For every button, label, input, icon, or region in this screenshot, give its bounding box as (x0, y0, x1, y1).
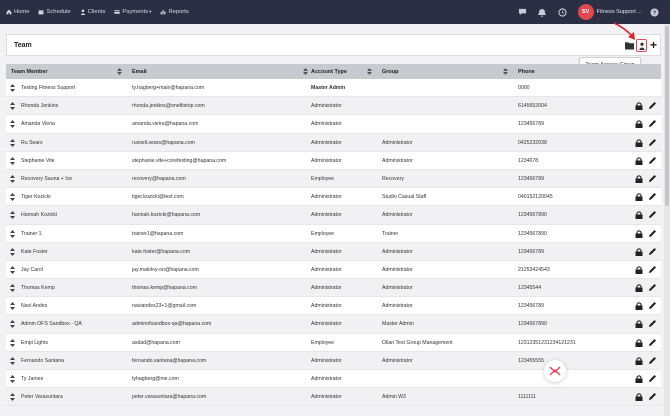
member-phone: 1234567890 (518, 212, 547, 219)
drag-handle-icon[interactable] (10, 320, 15, 328)
member-phone: 12345544 (518, 285, 542, 292)
lock-icon[interactable] (635, 102, 643, 110)
user-menu[interactable]: Fitness Support ... (596, 9, 642, 15)
sort-icon (367, 68, 372, 75)
nav-schedule-label: Schedule (46, 9, 71, 15)
table-row[interactable] (6, 79, 661, 97)
member-group: Administrator (382, 212, 413, 219)
drag-handle-icon[interactable] (10, 266, 15, 274)
account-type: Administrator (311, 157, 342, 164)
edit-pencil-icon[interactable] (648, 247, 657, 256)
member-email: amanda.vieira@hapana.com (132, 121, 199, 128)
member-name: Jay Carol (21, 266, 43, 273)
member-group: Administrator (382, 139, 413, 146)
member-group: Administrator (382, 248, 413, 255)
account-type: Administrator (311, 357, 342, 364)
lock-icon[interactable] (635, 248, 643, 256)
lock-icon[interactable] (635, 266, 643, 274)
member-group: Administrator (382, 285, 413, 292)
edit-pencil-icon[interactable] (648, 138, 657, 147)
home-icon (6, 9, 12, 15)
nav-clients[interactable] (80, 9, 106, 15)
account-type: Administrator (311, 285, 342, 292)
chat-icon[interactable] (518, 8, 527, 17)
member-phone: 6145652004 (518, 103, 547, 110)
member-email: jay.maloloy-on@hapana.com (132, 266, 199, 273)
member-phone: 0000 (518, 85, 530, 91)
nav-reports[interactable] (160, 9, 188, 15)
column-label: Account Type (311, 68, 347, 75)
page-title: Team (14, 42, 32, 49)
member-email: naviandes23+1@gmail.com (132, 303, 197, 310)
edit-pencil-icon[interactable] (648, 319, 657, 328)
lock-icon[interactable] (635, 357, 643, 365)
member-phone: 0425232038 (518, 139, 547, 146)
team-table (6, 64, 661, 406)
member-group: Recovery (382, 175, 404, 182)
member-name: Amanda Vieria (21, 121, 55, 128)
column-label: Email (132, 68, 147, 75)
member-group: Administrator (382, 303, 413, 310)
table-body (6, 79, 661, 406)
table-row[interactable] (6, 134, 661, 152)
team-panel-header (6, 34, 661, 56)
nav-clients-label: Clients (87, 9, 106, 15)
member-group: Administrator (382, 357, 413, 364)
edit-pencil-icon[interactable] (648, 192, 657, 201)
member-name: Ru Sears (21, 139, 43, 146)
member-name: Testing Fitness Support (21, 85, 76, 91)
drag-handle-icon[interactable] (10, 302, 15, 310)
edit-pencil-icon[interactable] (648, 338, 657, 347)
table-row[interactable] (6, 115, 661, 133)
member-group: Master Admin (382, 321, 414, 328)
team-access-group-button[interactable] (636, 39, 647, 52)
drag-handle-icon[interactable] (10, 102, 15, 110)
help-icon[interactable] (650, 8, 659, 17)
member-phone: 040152120045 (518, 194, 553, 201)
drag-handle-icon[interactable] (10, 157, 15, 165)
edit-pencil-icon[interactable] (648, 174, 657, 183)
nav-payments[interactable] (114, 9, 151, 15)
lock-icon[interactable] (635, 230, 643, 238)
edit-pencil-icon[interactable] (648, 119, 657, 128)
user-group-icon (639, 42, 645, 50)
drag-handle-icon[interactable] (10, 284, 15, 292)
table-header (6, 64, 661, 79)
member-email: russell.sears@hapana.com (132, 139, 195, 146)
table-row[interactable] (6, 188, 661, 206)
avatar[interactable]: SV (578, 4, 594, 20)
account-type: Employee (311, 175, 335, 182)
member-name: Trainer 1 (21, 230, 42, 237)
member-name: Admin OFS Sandbox - QA (21, 321, 82, 328)
member-group: Admin W3 (382, 394, 406, 401)
table-row[interactable] (6, 315, 661, 333)
table-row[interactable] (6, 334, 661, 352)
add-team-member-button[interactable]: + (650, 38, 658, 52)
lock-icon[interactable] (635, 139, 643, 147)
member-email: trainer1@hapana.com (132, 230, 184, 237)
lock-icon[interactable] (635, 284, 643, 292)
drag-handle-icon[interactable] (10, 139, 15, 147)
drag-handle-icon[interactable] (10, 339, 15, 347)
member-name: Tiger Kozicki (21, 194, 51, 201)
account-type: Employee (311, 339, 335, 346)
edit-pencil-icon[interactable] (648, 156, 657, 165)
drag-handle-icon[interactable] (10, 175, 15, 183)
column-label: Phone (518, 68, 535, 75)
drag-handle-icon[interactable] (10, 193, 15, 201)
bell-icon[interactable] (538, 8, 547, 17)
column-header-phone[interactable] (518, 64, 658, 79)
member-phone: 1234678 (518, 157, 539, 164)
member-phone: 123456789 (518, 303, 544, 310)
sort-icon (503, 68, 508, 75)
member-email: tiger.kozicki@test.com (132, 194, 184, 201)
edit-pencil-icon[interactable] (648, 229, 657, 238)
edit-pencil-icon[interactable] (648, 392, 657, 401)
table-row[interactable] (6, 243, 661, 261)
table-row[interactable] (6, 388, 661, 406)
nav-right (518, 0, 670, 24)
column-label: Team Member (11, 68, 48, 75)
drag-handle-icon[interactable] (10, 393, 15, 401)
member-email: asdad@hapana.com (132, 339, 180, 346)
table-row[interactable] (6, 206, 661, 224)
edit-pencil-icon[interactable] (648, 101, 657, 110)
drag-handle-icon[interactable] (10, 120, 15, 128)
member-phone: 123456789 (518, 248, 544, 255)
member-name: Kate Foster (21, 248, 48, 255)
bar-chart-icon (160, 9, 166, 15)
member-name: Hannah Kozicki (21, 212, 58, 219)
member-group: Olian Test Group Management (382, 339, 453, 346)
account-type: Administrator (311, 266, 342, 273)
member-email: ty.hagberg+main@hapana.com (132, 85, 205, 91)
column-header-team-member[interactable] (11, 64, 126, 79)
account-type: Administrator (311, 303, 342, 310)
edit-pencil-icon[interactable] (648, 301, 657, 310)
nav-home-label: Home (14, 9, 30, 15)
floating-action-button[interactable] (544, 360, 566, 382)
drag-handle-icon[interactable] (10, 84, 15, 92)
account-type: Administrator (311, 248, 342, 255)
member-email: stephanie.vite+corefesting@hapana.com (132, 157, 227, 164)
drag-handle-icon[interactable] (10, 211, 15, 219)
edit-pencil-icon[interactable] (648, 356, 657, 365)
account-type: Administrator (311, 103, 342, 110)
column-header-account-type[interactable] (311, 64, 376, 79)
table-row[interactable] (6, 97, 661, 115)
lock-icon[interactable] (635, 175, 643, 183)
member-name: Empi Lights (21, 339, 49, 346)
chevron-down-icon: ▾ (149, 9, 152, 14)
member-name: Thomas Kemp (21, 285, 55, 292)
column-label: Group (382, 68, 399, 75)
member-name: Fernando Santana (21, 357, 64, 364)
account-type: Master Admin (311, 85, 346, 91)
nav-reports-label: Reports (168, 9, 189, 15)
sort-icon (117, 68, 122, 75)
drag-handle-icon[interactable] (10, 375, 15, 383)
table-row[interactable] (6, 225, 661, 243)
account-type: Administrator (311, 139, 342, 146)
top-nav (0, 0, 670, 24)
member-phone: 123456789 (518, 121, 544, 128)
table-row[interactable] (6, 261, 661, 279)
table-row[interactable] (6, 297, 661, 315)
account-type: Administrator (311, 376, 342, 382)
member-email: tyhagberg@me.com (132, 376, 179, 382)
member-email: kate.foster@hapana.com (132, 248, 191, 255)
member-email: fernando.santana@hapana.com (132, 357, 207, 364)
account-type: Administrator (311, 212, 342, 219)
table-row[interactable] (6, 170, 661, 188)
clock-icon[interactable] (558, 8, 567, 17)
member-phone: 1111111 (518, 394, 536, 401)
account-type: Employee (311, 230, 335, 237)
account-type: Administrator (311, 194, 342, 201)
member-name: Ty James (21, 376, 44, 382)
nav-schedule[interactable] (38, 9, 70, 15)
member-email: hannah.kozicki@hapana.com (132, 212, 201, 219)
lock-icon[interactable] (635, 120, 643, 128)
lock-icon[interactable] (635, 211, 643, 219)
member-phone: 12312351231234121231 (518, 339, 576, 346)
sort-icon (303, 68, 308, 75)
edit-pencil-icon[interactable] (648, 283, 657, 292)
calendar-icon (38, 9, 44, 15)
lock-icon[interactable] (635, 193, 643, 201)
member-name: Peter Varasuntara (21, 394, 63, 401)
member-name: Stephanie Vite (21, 157, 55, 164)
svg-text:?: ? (652, 9, 657, 16)
member-phone: 1234567890 (518, 230, 547, 237)
member-email: peter.varasuntara@hapana.com (132, 394, 207, 401)
drag-handle-icon[interactable] (10, 248, 15, 256)
folder-icon[interactable] (625, 41, 634, 50)
member-phone: 21253424543 (518, 266, 550, 273)
member-group: Trainer (382, 230, 399, 237)
drag-handle-icon[interactable] (10, 230, 15, 238)
member-group: Studio Casual Staff (382, 194, 427, 201)
column-header-email[interactable] (132, 64, 312, 79)
user-icon (80, 9, 86, 15)
member-email: recovery@hapana.com (132, 175, 186, 182)
table-row[interactable] (6, 152, 661, 170)
column-header-group[interactable] (382, 64, 512, 79)
credit-card-icon (114, 9, 120, 15)
member-email: adminofsandbox-qa@hapana.com (132, 321, 212, 328)
table-row[interactable] (6, 279, 661, 297)
lock-icon[interactable] (635, 339, 643, 347)
member-phone: 1234567890 (518, 321, 547, 328)
lock-icon[interactable] (635, 320, 643, 328)
edit-pencil-icon[interactable] (648, 210, 657, 219)
member-name: Rhonda Jenkins (21, 103, 59, 110)
member-email: thomas.kemp@hapana.com (132, 285, 197, 292)
account-type: Administrator (311, 121, 342, 128)
member-name: Navi Andes (21, 303, 48, 310)
scrollbar-thumb[interactable] (665, 26, 669, 206)
member-name: Recovery Sauna + Ice (21, 175, 73, 182)
lock-icon[interactable] (635, 302, 643, 310)
nav-payments-label: Payments (122, 9, 149, 15)
member-phone: 123455555 (518, 357, 544, 364)
nav-home[interactable] (6, 9, 29, 15)
lock-icon[interactable] (635, 375, 643, 383)
support-icon (549, 366, 561, 376)
edit-pencil-icon[interactable] (648, 374, 657, 383)
drag-handle-icon[interactable] (10, 357, 15, 365)
lock-icon[interactable] (635, 157, 643, 165)
member-group: Administrator (382, 157, 413, 164)
member-email: rhonda.jenkins@onefitstop.com (132, 103, 205, 110)
member-phone: 123456789 (518, 175, 544, 182)
edit-pencil-icon[interactable] (648, 265, 657, 274)
account-type: Administrator (311, 321, 342, 328)
account-type: Administrator (311, 394, 342, 401)
lock-icon[interactable] (635, 393, 643, 401)
member-group: Administrator (382, 266, 413, 273)
